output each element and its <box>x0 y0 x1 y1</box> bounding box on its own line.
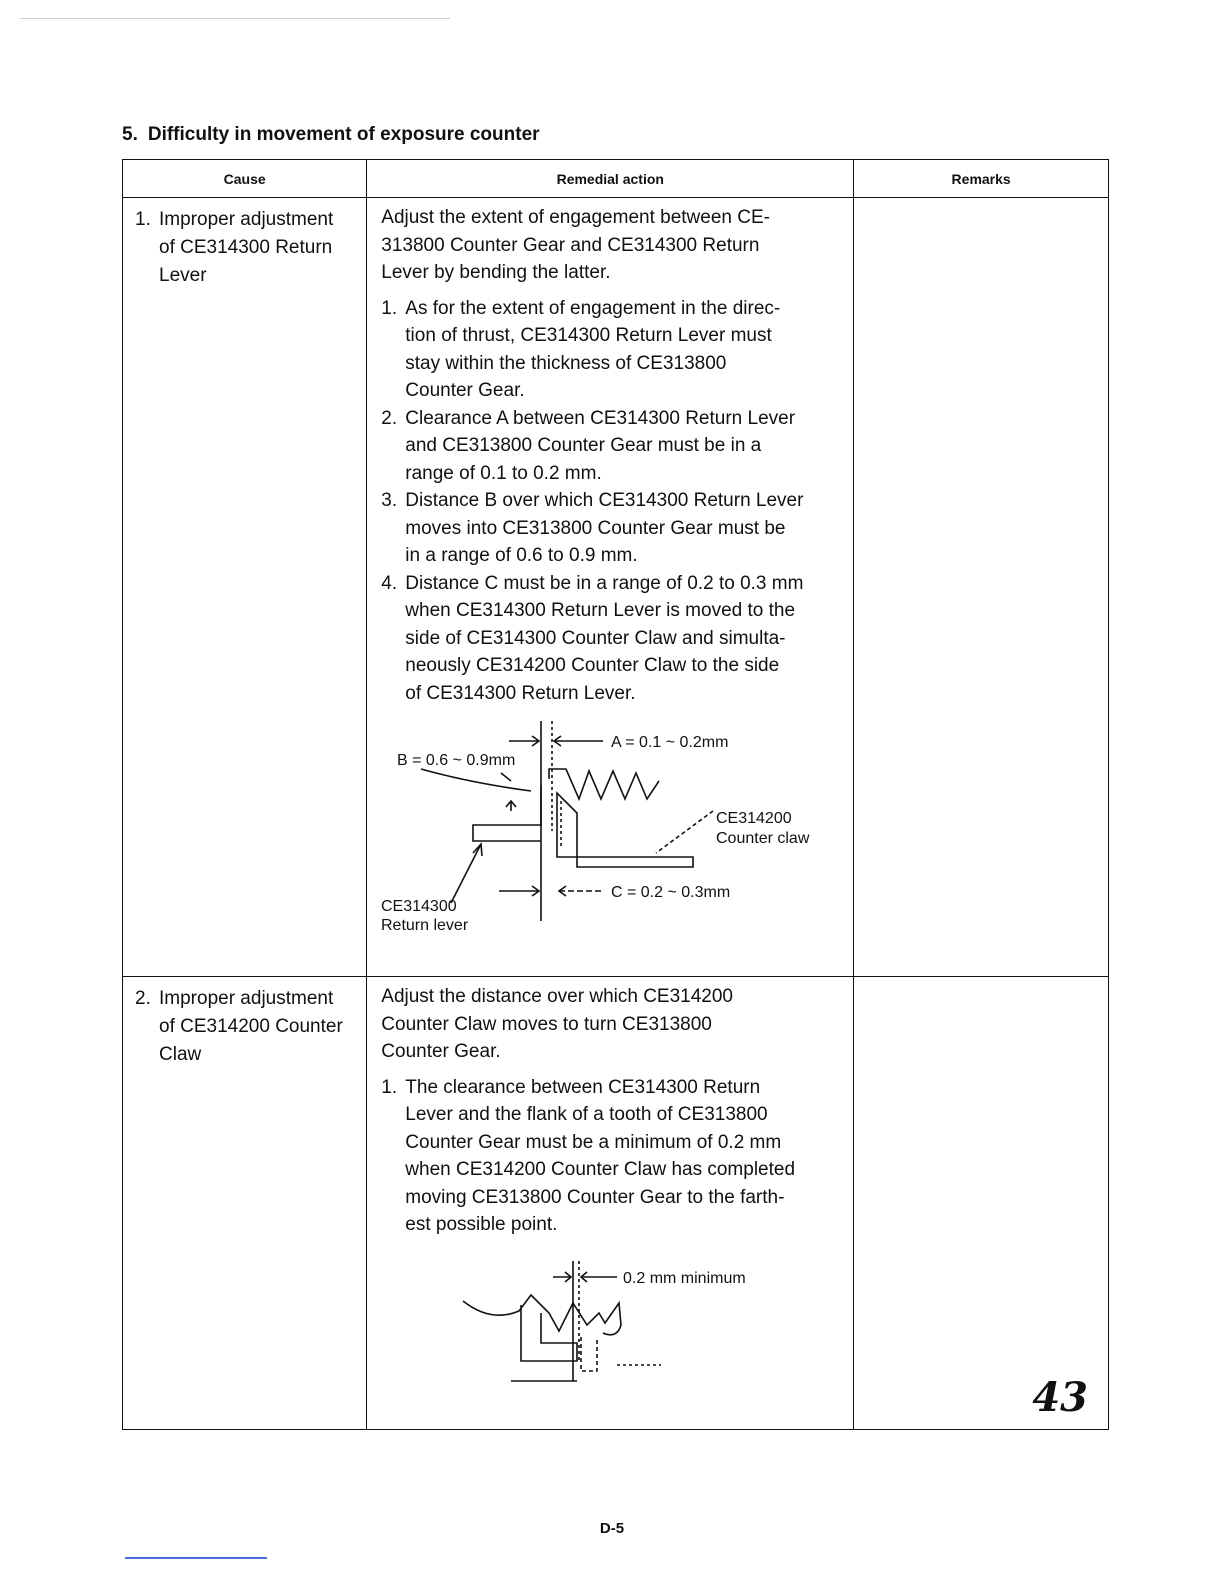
section-title <box>122 124 540 146</box>
step-item <box>381 405 843 488</box>
cause-line: of CE314300 Return <box>159 237 333 258</box>
step-line: neously CE314200 Counter Claw to the side <box>405 655 780 676</box>
step-number: 4. <box>381 572 398 594</box>
step-line: moving CE313800 Counter Gear to the farth- <box>405 1186 785 1208</box>
engagement-diagram <box>381 721 841 936</box>
label-b: B = 0.6 ~ 0.9mm <box>397 752 516 769</box>
step-line: Distance C must be in a range of 0.2 to 0.3 mm <box>405 572 804 594</box>
step-line: moves into CE313800 Counter Gear must be <box>405 517 786 539</box>
label-min-clearance: 0.2 mm minimum <box>623 1269 746 1287</box>
counter-claw-shape <box>557 793 693 867</box>
scan-edge-line <box>125 1557 267 1559</box>
return-lever-shape <box>473 785 541 841</box>
step-line: Lever and the flank of a tooth of CE313800 <box>405 1104 768 1125</box>
remedial-action-cell <box>367 198 854 977</box>
leader-line <box>451 844 481 903</box>
step-line: Counter Gear. <box>405 380 525 401</box>
cause-line: Improper adjustment <box>159 988 334 1009</box>
step-number: 1. <box>381 297 398 319</box>
step-line: stay within the thickness of CE313800 <box>405 352 727 374</box>
cause-item <box>135 985 360 1069</box>
step-line: As for the extent of engagement in the direc- <box>405 297 781 319</box>
step-line: side of CE314300 Counter Claw and simulta- <box>405 627 786 649</box>
cause-number: 2. <box>135 988 151 1009</box>
label-lever-name: Return lever <box>381 917 469 934</box>
cause-line: of CE314200 Counter <box>159 1016 343 1037</box>
cause-number: 1. <box>135 209 151 230</box>
step-item <box>381 1074 843 1239</box>
gear-teeth <box>549 769 659 799</box>
cause-cell <box>123 977 367 1430</box>
cause-item <box>135 206 360 290</box>
step-line: Clearance A between CE314300 Return Lever <box>405 407 796 429</box>
step-number: 1. <box>381 1076 398 1098</box>
cause-line: Lever <box>159 265 207 286</box>
step-line: Counter Gear must be a minimum of 0.2 mm <box>405 1131 782 1153</box>
cause-line: Claw <box>159 1044 202 1065</box>
step-list <box>381 295 843 708</box>
remarks-cell <box>854 977 1109 1430</box>
remarks-cell <box>854 198 1109 977</box>
action-line: Counter Gear. <box>381 1041 501 1062</box>
cause-line: Improper adjustment <box>159 209 334 230</box>
section-number: 5. <box>122 124 138 145</box>
step-item <box>381 570 843 708</box>
step-list <box>381 1074 843 1239</box>
label-claw-name: Counter claw <box>716 830 810 847</box>
step-item <box>381 487 843 570</box>
action-line: Adjust the distance over which CE314200 <box>381 986 733 1007</box>
step-line: of CE314300 Return Lever. <box>405 682 636 704</box>
step-line: when CE314300 Return Lever is moved to the <box>405 600 796 621</box>
leader-line <box>421 769 531 791</box>
table-row <box>123 198 1109 977</box>
label-claw-part: CE314200 <box>716 810 792 827</box>
label-a: A = 0.1 ~ 0.2mm <box>611 734 729 751</box>
header-remedial-action: Remedial action <box>367 160 854 198</box>
dimension-arrow <box>501 773 511 781</box>
action-line: Lever by bending the latter. <box>381 262 611 283</box>
label-lever-part: CE314300 <box>381 898 457 915</box>
gear-teeth <box>463 1295 621 1335</box>
step-number: 3. <box>381 490 398 511</box>
action-line: 313800 Counter Gear and CE314300 Return <box>381 234 760 256</box>
step-line: Distance B over which CE314300 Return Lever <box>405 490 804 511</box>
step-line: in a range of 0.6 to 0.9 mm. <box>405 545 638 566</box>
step-line: tion of thrust, CE314300 Return Lever must <box>405 325 772 346</box>
step-line: when CE314200 Counter Claw has completed <box>405 1159 796 1180</box>
label-c: C = 0.2 ~ 0.3mm <box>611 884 731 901</box>
scan-edge-line <box>20 18 450 19</box>
table-row <box>123 977 1109 1430</box>
step-line: and CE313800 Counter Gear must be in a <box>405 435 762 456</box>
handwritten-page-mark: 43 <box>1032 1374 1088 1421</box>
step-line: est possible point. <box>405 1214 558 1235</box>
header-cause: Cause <box>123 160 367 198</box>
cause-cell <box>123 198 367 977</box>
step-line: range of 0.1 to 0.2 mm. <box>405 462 602 484</box>
hidden-edge <box>581 1337 597 1371</box>
action-line: Counter Claw moves to turn CE313800 <box>381 1013 712 1035</box>
action-line: Adjust the extent of engagement between CE- <box>381 207 770 228</box>
section-title-text: Difficulty in movement of exposure counter <box>147 124 540 145</box>
leader-line <box>656 811 713 853</box>
table-header-row <box>123 160 1109 198</box>
remedial-action-cell <box>367 977 854 1430</box>
step-item <box>381 295 843 405</box>
step-number: 2. <box>381 407 398 429</box>
page-number: D-5 <box>599 1520 625 1537</box>
troubleshooting-table <box>122 159 1109 1430</box>
header-remarks: Remarks <box>854 160 1109 198</box>
clearance-diagram <box>381 1253 841 1393</box>
step-line: The clearance between CE314300 Return <box>405 1076 761 1098</box>
